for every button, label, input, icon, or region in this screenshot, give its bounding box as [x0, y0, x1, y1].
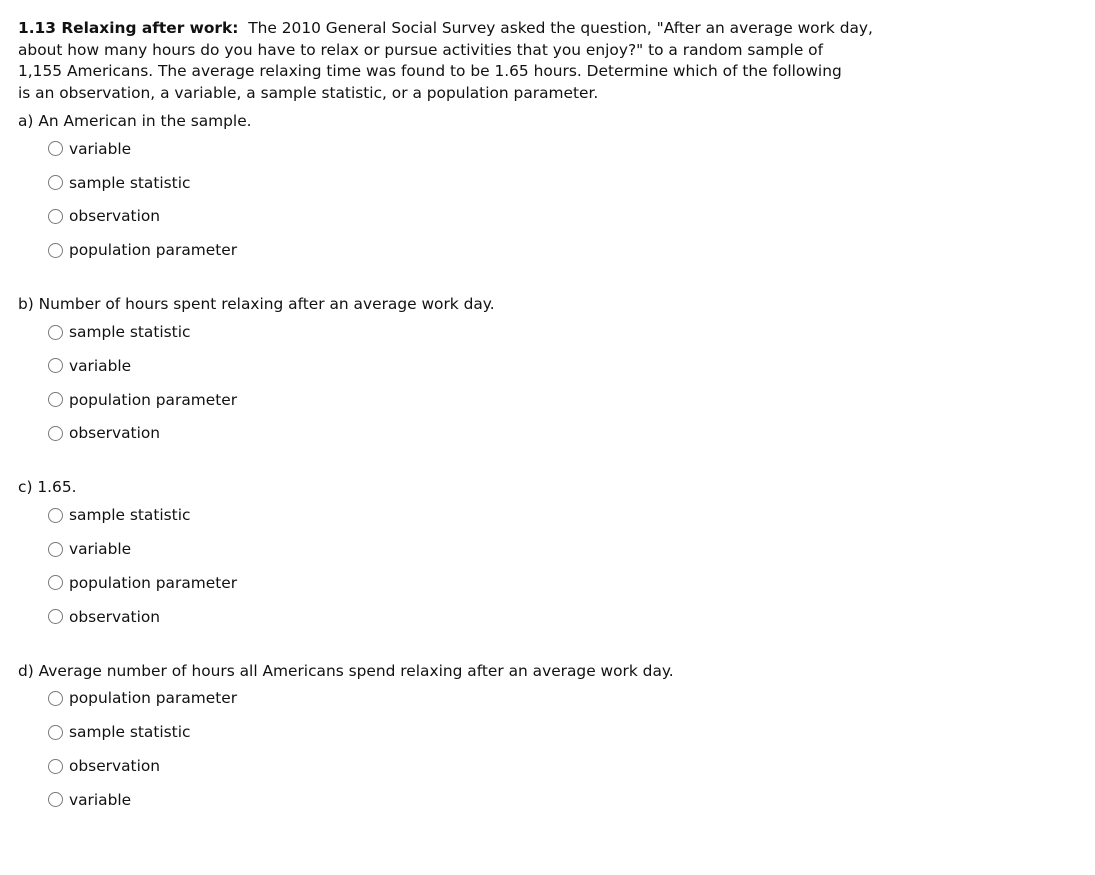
problem-text-4: is an observation, a variable, a sample statistic, or a population parameter.	[18, 83, 599, 102]
radio-button[interactable]	[48, 609, 63, 624]
radio-button[interactable]	[48, 426, 63, 441]
option-label: observation	[69, 757, 161, 776]
question-c-option-4[interactable]	[48, 600, 1078, 634]
question-c-prompt: c) 1.65.	[18, 478, 77, 497]
question-d-options	[18, 682, 1078, 817]
question-d-option-3[interactable]	[48, 749, 1078, 783]
option-label: population parameter	[69, 689, 238, 708]
option-label: sample statistic	[69, 173, 191, 192]
question-b-option-3[interactable]	[48, 383, 1078, 417]
option-label: sample statistic	[69, 506, 191, 525]
question-b-option-2[interactable]	[48, 349, 1078, 383]
option-label: population parameter	[69, 573, 238, 592]
question-c-option-3[interactable]	[48, 566, 1078, 600]
question-d-prompt: d) Average number of hours all Americans spend relaxing after an average work day.	[18, 661, 674, 680]
question-d-option-1[interactable]	[48, 682, 1078, 716]
problem-container	[18, 18, 1078, 817]
radio-button[interactable]	[48, 358, 63, 373]
option-label: variable	[69, 139, 132, 158]
question-b-option-4[interactable]	[48, 417, 1078, 451]
option-label: observation	[69, 424, 161, 443]
radio-button[interactable]	[48, 175, 63, 190]
option-label: population parameter	[69, 241, 238, 260]
radio-button[interactable]	[48, 691, 63, 706]
radio-button[interactable]	[48, 392, 63, 407]
question-d	[18, 660, 1078, 817]
option-label: sample statistic	[69, 323, 191, 342]
radio-button[interactable]	[48, 759, 63, 774]
question-a-option-3[interactable]	[48, 200, 1078, 234]
question-d-option-4[interactable]	[48, 783, 1078, 817]
radio-button[interactable]	[48, 725, 63, 740]
radio-button[interactable]	[48, 325, 63, 340]
question-b-option-1[interactable]	[48, 315, 1078, 349]
option-label: population parameter	[69, 390, 238, 409]
problem-statement	[18, 18, 1078, 104]
radio-button[interactable]	[48, 575, 63, 590]
radio-button[interactable]	[48, 209, 63, 224]
question-b-prompt: b) Number of hours spent relaxing after an average work day.	[18, 295, 495, 314]
question-a-option-1[interactable]	[48, 132, 1078, 166]
question-a-option-4[interactable]	[48, 233, 1078, 267]
radio-button[interactable]	[48, 792, 63, 807]
option-label: variable	[69, 540, 132, 559]
question-a-options	[18, 132, 1078, 267]
question-c-option-1[interactable]	[48, 498, 1078, 532]
question-c-option-2[interactable]	[48, 532, 1078, 566]
option-label: observation	[69, 207, 161, 226]
option-label: variable	[69, 356, 132, 375]
question-b	[18, 293, 1078, 450]
question-a	[18, 110, 1078, 267]
problem-line-1	[18, 18, 1078, 40]
problem-title: 1.13 Relaxing after work:	[18, 19, 239, 37]
problem-text-2: about how many hours do you have to relax or pursue activities that you enjoy?" to a random sample of	[18, 40, 824, 59]
question-b-options	[18, 315, 1078, 450]
radio-button[interactable]	[48, 243, 63, 258]
problem-text-1: The 2010 General Social Survey asked the question, "After an average work day,	[248, 19, 873, 37]
radio-button[interactable]	[48, 508, 63, 523]
problem-text-3: 1,155 Americans. The average relaxing time was found to be 1.65 hours. Determine which of the following	[18, 62, 842, 80]
radio-button[interactable]	[48, 141, 63, 156]
radio-button[interactable]	[48, 542, 63, 557]
question-c	[18, 476, 1078, 633]
question-d-option-2[interactable]	[48, 715, 1078, 749]
option-label: observation	[69, 607, 161, 626]
question-a-option-2[interactable]	[48, 166, 1078, 200]
question-a-prompt: a) An American in the sample.	[18, 112, 252, 130]
option-label: sample statistic	[69, 723, 191, 742]
option-label: variable	[69, 790, 132, 809]
question-c-options	[18, 498, 1078, 633]
